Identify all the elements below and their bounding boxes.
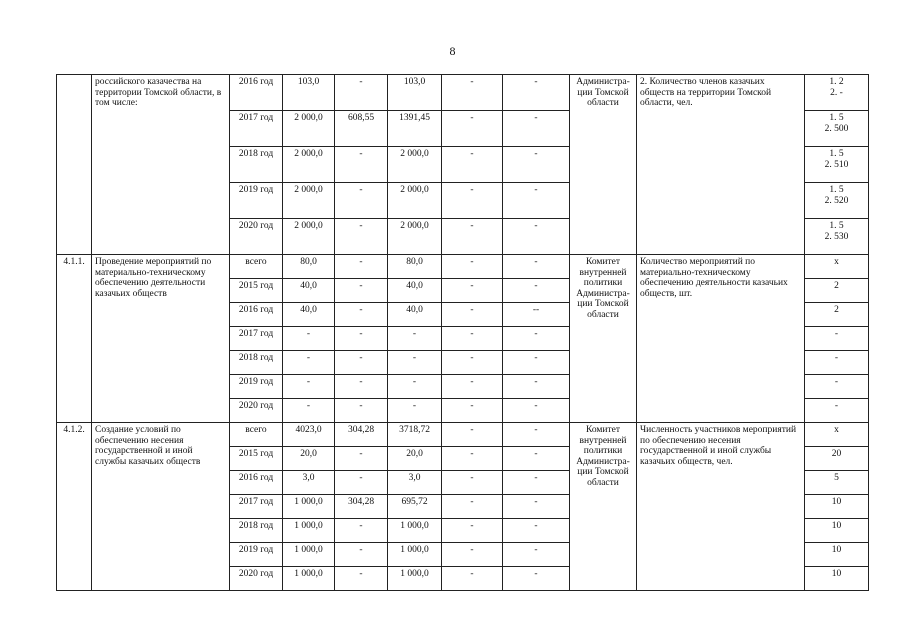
value-local: - — [442, 75, 503, 111]
row-year: 2017 год — [230, 327, 283, 351]
responsible-executor: Администра-ции Томской области — [570, 75, 637, 255]
indicator-value — [805, 351, 869, 375]
value-total: - — [283, 351, 335, 375]
value-extra: - — [503, 519, 570, 543]
value-total: 2 000,0 — [283, 183, 335, 219]
indicator-value-line: 1. 5 — [829, 113, 844, 123]
value-total: - — [283, 375, 335, 399]
value-extra: - — [503, 375, 570, 399]
value-local: - — [442, 219, 503, 255]
row-year: 2017 год — [230, 495, 283, 519]
value-total: 40,0 — [283, 279, 335, 303]
responsible-executor: Комитет внутренней политики Администра-ции Томской области — [570, 255, 637, 423]
value-regional: 2 000,0 — [388, 183, 442, 219]
row-year: 2019 год — [230, 183, 283, 219]
value-federal: - — [335, 303, 388, 327]
value-local: - — [442, 519, 503, 543]
value-federal: - — [335, 447, 388, 471]
indicator-value — [805, 219, 869, 255]
value-federal: - — [335, 75, 388, 111]
value-local: - — [442, 567, 503, 591]
value-total: 1 000,0 — [283, 519, 335, 543]
indicator-name: Численность участников мероприятий по обеспечению несения государственной и иной службы казачьих обществ, чел. — [637, 423, 805, 591]
table-row — [57, 423, 869, 447]
value-local: - — [442, 351, 503, 375]
value-federal: - — [335, 375, 388, 399]
indicator-value — [805, 111, 869, 147]
indicator-value — [805, 399, 869, 423]
value-federal: - — [335, 471, 388, 495]
indicator-name: 2. Количество членов казачьих обществ на территории Томской области, чел. — [637, 75, 805, 255]
indicator-value — [805, 567, 869, 591]
value-total: 2 000,0 — [283, 219, 335, 255]
value-total: 103,0 — [283, 75, 335, 111]
indicator-value-line: 10 — [831, 521, 842, 531]
table-row — [57, 255, 869, 279]
indicator-value-line: 2. 510 — [824, 159, 849, 170]
indicator-value-line: 5 — [834, 473, 839, 483]
value-extra: - — [503, 147, 570, 183]
value-federal: - — [335, 351, 388, 375]
value-local: - — [442, 495, 503, 519]
indicator-value-line: 2. 520 — [824, 195, 849, 206]
value-regional: 40,0 — [388, 303, 442, 327]
row-year: всего — [230, 423, 283, 447]
value-local: - — [442, 327, 503, 351]
value-extra: - — [503, 279, 570, 303]
value-local: - — [442, 279, 503, 303]
row-year: 2020 год — [230, 567, 283, 591]
value-extra: - — [503, 219, 570, 255]
indicator-value-line: - — [834, 353, 839, 363]
indicator-value — [805, 375, 869, 399]
value-regional: - — [388, 351, 442, 375]
value-extra: - — [503, 423, 570, 447]
value-local: - — [442, 255, 503, 279]
value-local: - — [442, 111, 503, 147]
value-local: - — [442, 543, 503, 567]
row-year: 2016 год — [230, 303, 283, 327]
value-regional: 103,0 — [388, 75, 442, 111]
value-total: 1 000,0 — [283, 495, 335, 519]
value-local: - — [442, 303, 503, 327]
indicator-value-line: 10 — [831, 545, 842, 555]
value-regional: 1 000,0 — [388, 543, 442, 567]
value-total: 4023,0 — [283, 423, 335, 447]
indicator-value-line: 2. - — [830, 87, 843, 98]
value-extra: - — [503, 447, 570, 471]
indicator-value-line: - — [834, 377, 839, 387]
indicator-value — [805, 75, 869, 111]
indicator-value — [805, 519, 869, 543]
row-year: 2015 год — [230, 279, 283, 303]
row-name: Проведение мероприятий по материально-техническому обеспечению деятельности казачьих обществ — [92, 255, 230, 423]
indicator-value-line: - — [834, 401, 839, 411]
row-year: 2018 год — [230, 519, 283, 543]
value-federal: - — [335, 219, 388, 255]
value-federal: - — [335, 567, 388, 591]
value-federal: 304,28 — [335, 423, 388, 447]
row-year: 2016 год — [230, 471, 283, 495]
indicator-value-line: 1. 5 — [829, 221, 844, 231]
value-local: - — [442, 147, 503, 183]
row-year: 2015 год — [230, 447, 283, 471]
value-regional: 2 000,0 — [388, 219, 442, 255]
value-extra: - — [503, 255, 570, 279]
indicator-value — [805, 327, 869, 351]
value-extra: - — [503, 495, 570, 519]
indicator-value-line: - — [834, 329, 839, 339]
value-federal: - — [335, 543, 388, 567]
value-extra: - — [503, 471, 570, 495]
value-local: - — [442, 471, 503, 495]
indicator-value-line: х — [834, 257, 839, 267]
value-total: 3,0 — [283, 471, 335, 495]
value-federal: - — [335, 519, 388, 543]
indicator-value — [805, 447, 869, 471]
indicator-value — [805, 183, 869, 219]
indicator-value-line: 2. 500 — [824, 123, 849, 134]
value-local: - — [442, 447, 503, 471]
value-total: 2 000,0 — [283, 147, 335, 183]
value-federal: - — [335, 147, 388, 183]
value-federal: - — [335, 279, 388, 303]
indicator-name: Количество мероприятий по материально-техническому обеспечению деятельности казачьих обществ, шт. — [637, 255, 805, 423]
value-extra: - — [503, 183, 570, 219]
value-regional: - — [388, 399, 442, 423]
indicator-value — [805, 471, 869, 495]
value-extra: - — [503, 351, 570, 375]
value-regional: 3718,72 — [388, 423, 442, 447]
row-year: 2018 год — [230, 351, 283, 375]
indicator-value-line: 20 — [831, 449, 842, 459]
value-federal: - — [335, 327, 388, 351]
value-regional: 20,0 — [388, 447, 442, 471]
row-year: 2016 год — [230, 75, 283, 111]
value-regional: - — [388, 375, 442, 399]
indicator-value — [805, 255, 869, 279]
indicator-value-line: 10 — [831, 497, 842, 507]
table-row — [57, 75, 869, 111]
value-total: 20,0 — [283, 447, 335, 471]
value-local: - — [442, 399, 503, 423]
row-year: 2019 год — [230, 375, 283, 399]
value-extra: - — [503, 399, 570, 423]
indicator-value-line: 2. 530 — [824, 231, 849, 242]
indicator-value — [805, 423, 869, 447]
value-federal: 304,28 — [335, 495, 388, 519]
value-total: 1 000,0 — [283, 567, 335, 591]
indicator-value-line: 2 — [834, 305, 839, 315]
indicator-value — [805, 495, 869, 519]
row-year: 2017 год — [230, 111, 283, 147]
value-local: - — [442, 183, 503, 219]
indicator-value — [805, 147, 869, 183]
value-total: - — [283, 327, 335, 351]
row-code: 4.1.1. — [57, 255, 92, 423]
indicator-value-line: 10 — [831, 569, 842, 579]
value-federal: - — [335, 255, 388, 279]
value-extra: - — [503, 567, 570, 591]
indicator-value-line: х — [834, 425, 839, 435]
value-local: - — [442, 375, 503, 399]
value-regional: 1 000,0 — [388, 567, 442, 591]
row-year: 2020 год — [230, 219, 283, 255]
value-federal: - — [335, 399, 388, 423]
page-number: 8 — [449, 44, 456, 58]
indicator-value — [805, 279, 869, 303]
value-regional: 1 000,0 — [388, 519, 442, 543]
value-regional: 80,0 — [388, 255, 442, 279]
value-total: 2 000,0 — [283, 111, 335, 147]
value-regional: 2 000,0 — [388, 147, 442, 183]
row-year: 2020 год — [230, 399, 283, 423]
row-code — [57, 75, 92, 255]
indicator-value — [805, 543, 869, 567]
row-code: 4.1.2. — [57, 423, 92, 591]
indicator-value-line: 1. 5 — [829, 185, 844, 195]
row-year: всего — [230, 255, 283, 279]
value-extra: - — [503, 327, 570, 351]
value-total: 80,0 — [283, 255, 335, 279]
value-extra: - — [503, 543, 570, 567]
value-federal: 608,55 — [335, 111, 388, 147]
row-year: 2018 год — [230, 147, 283, 183]
value-regional: 3,0 — [388, 471, 442, 495]
value-regional: 40,0 — [388, 279, 442, 303]
value-federal: - — [335, 183, 388, 219]
value-total: 1 000,0 — [283, 543, 335, 567]
value-total: 40,0 — [283, 303, 335, 327]
program-table — [56, 74, 869, 591]
value-regional: 695,72 — [388, 495, 442, 519]
indicator-value — [805, 303, 869, 327]
row-year: 2019 год — [230, 543, 283, 567]
value-local: - — [442, 423, 503, 447]
row-name: Создание условий по обеспечению несения государственной и иной службы казачьих обществ — [92, 423, 230, 591]
responsible-executor: Комитет внутренней политики Администра-ции Томской области — [570, 423, 637, 591]
value-extra: - — [503, 75, 570, 111]
indicator-value-line: 2 — [834, 281, 839, 291]
value-total: - — [283, 399, 335, 423]
value-regional: 1391,45 — [388, 111, 442, 147]
value-extra: -- — [503, 303, 570, 327]
value-regional: - — [388, 327, 442, 351]
value-extra: - — [503, 111, 570, 147]
row-name: российского казачества на территории Томской области, в том числе: — [92, 75, 230, 255]
indicator-value-line: 1. 5 — [829, 149, 844, 159]
indicator-value-line: 1. 2 — [829, 77, 844, 87]
